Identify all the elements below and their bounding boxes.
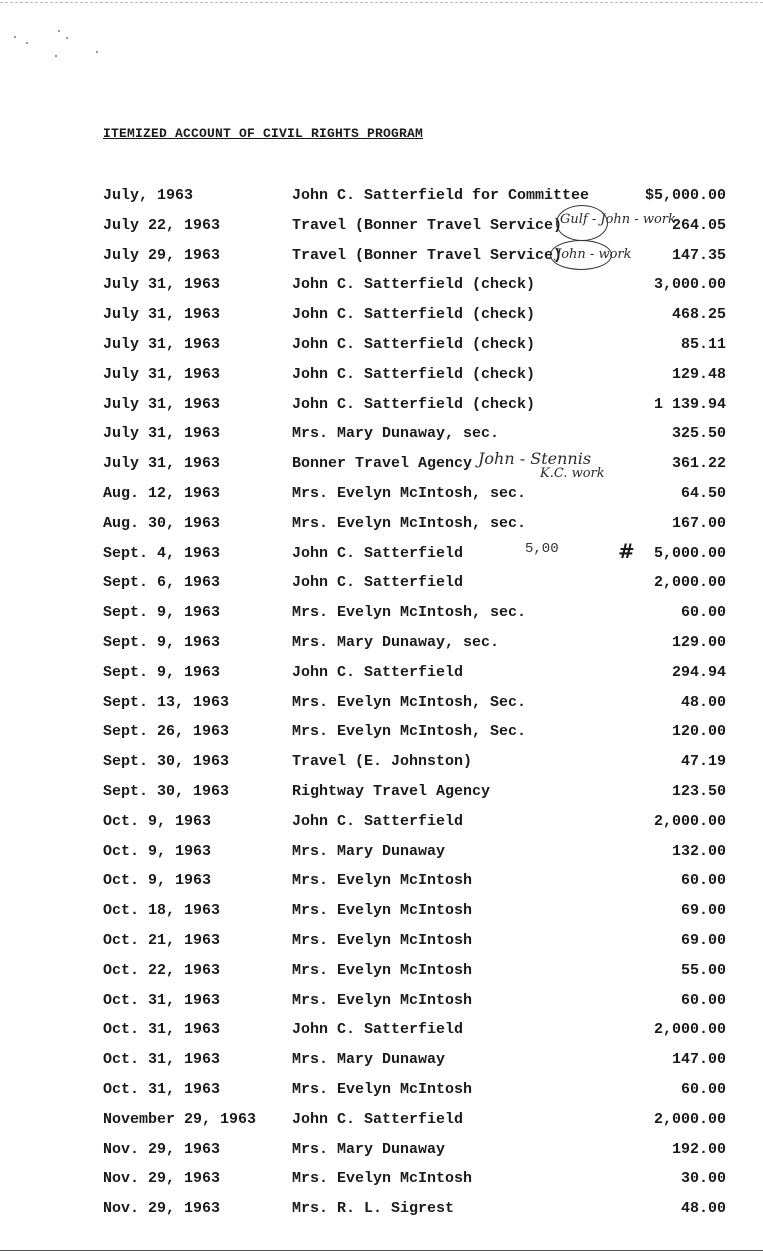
entry-description: John C. Satterfield (check) — [292, 395, 536, 413]
ledger-row — [0, 360, 763, 390]
ledger-row — [0, 777, 763, 807]
entry-amount: 167.00 — [671, 514, 726, 532]
entry-date: Sept. 26, 1963 — [103, 723, 230, 741]
entry-description: Mrs. R. L. Sigrest — [292, 1200, 455, 1218]
entry-description: John C. Satterfield (check) — [292, 335, 536, 353]
entry-amount: 129.48 — [671, 365, 726, 383]
entry-date: July, 1963 — [103, 187, 194, 204]
ledger-row — [0, 956, 763, 986]
ledger-row — [0, 419, 763, 449]
entry-date: Oct. 18, 1963 — [103, 902, 221, 920]
scan-speck — [96, 51, 98, 53]
entry-amount: 85.11 — [680, 335, 726, 353]
entry-description: Mrs. Evelyn McIntosh — [292, 931, 473, 949]
ledger-row — [0, 479, 763, 509]
entry-date: Aug. 12, 1963 — [103, 484, 221, 502]
ledger-row — [0, 1164, 763, 1194]
entry-amount: 264.05 — [671, 216, 726, 234]
entry-description: Mrs. Mary Dunaway — [292, 1051, 446, 1069]
entry-description: Mrs. Evelyn McIntosh — [292, 961, 473, 979]
entry-date: Sept. 9, 1963 — [103, 663, 221, 681]
entry-date: Oct. 31, 1963 — [103, 1080, 221, 1098]
entry-description: John C. Satterfield — [292, 1021, 464, 1039]
page-bottom-edge — [0, 1250, 763, 1251]
ledger-row — [0, 747, 763, 777]
document-title: ITEMIZED ACCOUNT OF CIVIL RIGHTS PROGRAM — [103, 126, 424, 141]
entry-description: John C. Satterfield — [292, 574, 464, 592]
handwritten-loop — [556, 205, 608, 241]
handwritten-loop — [550, 240, 612, 270]
entry-amount: 64.50 — [680, 484, 726, 502]
ledger-row — [0, 181, 763, 211]
entry-description: John C. Satterfield — [292, 812, 464, 830]
entry-description: Mrs. Evelyn McIntosh — [292, 991, 473, 1009]
entry-amount: 60.00 — [680, 872, 726, 890]
entry-amount: 468.25 — [671, 306, 726, 324]
ledger-row — [0, 390, 763, 420]
entry-date: Sept. 9, 1963 — [103, 604, 221, 622]
ledger-row — [0, 807, 763, 837]
entry-date: Oct. 9, 1963 — [103, 872, 212, 890]
entry-amount: 192.00 — [671, 1140, 726, 1158]
entry-date: Aug. 30, 1963 — [103, 514, 221, 532]
check-mark: # — [618, 539, 635, 563]
ledger-row — [0, 896, 763, 926]
entry-amount: 2,000.00 — [653, 1110, 726, 1128]
margin-note: 5,00 — [525, 541, 559, 557]
ledger-row — [0, 628, 763, 658]
entry-amount: 2,000.00 — [653, 812, 726, 830]
entry-date: Oct. 31, 1963 — [103, 1021, 221, 1039]
entry-date: July 29, 1963 — [103, 246, 221, 264]
entry-description: Mrs. Evelyn McIntosh — [292, 872, 473, 890]
entry-amount: 361.22 — [671, 455, 726, 473]
entry-date: July 31, 1963 — [103, 306, 221, 324]
entry-amount: 5,000.00 — [653, 544, 726, 562]
entry-amount: $5,000.00 — [644, 187, 726, 204]
entry-description: Mrs. Evelyn McIntosh, Sec. — [292, 723, 527, 741]
entry-date: July 31, 1963 — [103, 335, 221, 353]
entry-amount: 123.50 — [671, 782, 726, 800]
entry-description: John C. Satterfield — [292, 1110, 464, 1128]
ledger-row — [0, 866, 763, 896]
handwritten-note: Gulf - John - work — [560, 212, 676, 227]
entry-description: Mrs. Mary Dunaway, sec. — [292, 633, 500, 651]
entry-description: Mrs. Evelyn McIntosh — [292, 1080, 473, 1098]
scan-speck — [66, 37, 68, 39]
entry-date: Oct. 31, 1963 — [103, 991, 221, 1009]
scan-speck — [14, 36, 16, 38]
entry-amount: 55.00 — [680, 961, 726, 979]
scan-speck — [58, 30, 60, 32]
ledger-row — [0, 241, 763, 271]
entry-amount: 69.00 — [680, 902, 726, 920]
handwritten-note: John - Stennis — [478, 449, 592, 468]
ledger-row — [0, 449, 763, 479]
entry-date: Nov. 29, 1963 — [103, 1170, 221, 1188]
ledger-row — [0, 1015, 763, 1045]
entry-date: July 31, 1963 — [103, 395, 221, 413]
ledger-row — [0, 1075, 763, 1105]
entry-amount: 325.50 — [671, 425, 726, 443]
ledger-row — [0, 1105, 763, 1135]
ledger-row — [0, 300, 763, 330]
entry-date: Oct. 9, 1963 — [103, 842, 212, 860]
entry-date: July 22, 1963 — [103, 216, 221, 234]
entry-date: July 31, 1963 — [103, 276, 221, 294]
entry-amount: 147.00 — [671, 1051, 726, 1069]
ledger-row — [0, 1135, 763, 1165]
ledger-row — [0, 837, 763, 867]
entry-description: John C. Satterfield (check) — [292, 306, 536, 324]
entry-date: Oct. 31, 1963 — [103, 1051, 221, 1069]
ledger-row — [0, 270, 763, 300]
entry-date: Sept. 30, 1963 — [103, 753, 230, 771]
entry-amount: 30.00 — [680, 1170, 726, 1188]
entry-description: Travel (Bonner Travel Service) — [292, 216, 563, 234]
entry-description: Mrs. Evelyn McIntosh, sec. — [292, 514, 527, 532]
ledger-row — [0, 1045, 763, 1075]
entry-description: Mrs. Evelyn McIntosh, sec. — [292, 484, 527, 502]
ledger-table — [0, 181, 763, 1224]
ledger-row — [0, 330, 763, 360]
entry-date: Sept. 13, 1963 — [103, 693, 230, 711]
entry-amount: 294.94 — [671, 663, 726, 681]
handwritten-note: John - work — [556, 247, 632, 262]
entry-date: July 31, 1963 — [103, 425, 221, 443]
entry-date: Sept. 9, 1963 — [103, 633, 221, 651]
entry-amount: 147.35 — [671, 246, 726, 264]
ledger-row — [0, 568, 763, 598]
entry-date: July 31, 1963 — [103, 365, 221, 383]
ledger-row — [0, 598, 763, 628]
entry-amount: 60.00 — [680, 604, 726, 622]
entry-description: Mrs. Evelyn McIntosh, sec. — [292, 604, 527, 622]
entry-amount: 69.00 — [680, 931, 726, 949]
entry-amount: 120.00 — [671, 723, 726, 741]
entry-description: John C. Satterfield (check) — [292, 365, 536, 383]
entry-description: Mrs. Evelyn McIntosh — [292, 1170, 473, 1188]
entry-description: Mrs. Mary Dunaway — [292, 842, 446, 860]
entry-date: Sept. 30, 1963 — [103, 782, 230, 800]
entry-date: Oct. 22, 1963 — [103, 961, 221, 979]
page-top-edge — [0, 2, 763, 3]
entry-description: John C. Satterfield for Committee — [292, 187, 590, 204]
ledger-row — [0, 717, 763, 747]
entry-date: Oct. 21, 1963 — [103, 931, 221, 949]
entry-amount: 1 139.94 — [653, 395, 726, 413]
entry-amount: 2,000.00 — [653, 1021, 726, 1039]
entry-description: Travel (Bonner Travel Service) — [292, 246, 563, 264]
entry-amount: 60.00 — [680, 1080, 726, 1098]
entry-amount: 3,000.00 — [653, 276, 726, 294]
entry-description: Rightway Travel Agency — [292, 782, 491, 800]
ledger-row — [0, 509, 763, 539]
entry-description: Mrs. Mary Dunaway, sec. — [292, 425, 500, 443]
ledger-row — [0, 658, 763, 688]
entry-date: Oct. 9, 1963 — [103, 812, 212, 830]
ledger-row — [0, 926, 763, 956]
scan-speck — [55, 55, 57, 57]
entry-amount: 129.00 — [671, 633, 726, 651]
ledger-row — [0, 1194, 763, 1224]
entry-description: Mrs. Evelyn McIntosh, Sec. — [292, 693, 527, 711]
entry-date: Sept. 4, 1963 — [103, 544, 221, 562]
entry-date: Nov. 29, 1963 — [103, 1200, 221, 1218]
entry-date: November 29, 1963 — [103, 1110, 257, 1128]
entry-date: Sept. 6, 1963 — [103, 574, 221, 592]
ledger-row — [0, 539, 763, 569]
entry-amount: 47.19 — [680, 753, 726, 771]
entry-amount: 2,000.00 — [653, 574, 726, 592]
scan-speck — [26, 42, 28, 44]
entry-description: Mrs. Mary Dunaway — [292, 1140, 446, 1158]
ledger-row — [0, 986, 763, 1016]
entry-description: Mrs. Evelyn McIntosh — [292, 902, 473, 920]
ledger-row — [0, 688, 763, 718]
entry-description: Bonner Travel Agency — [292, 455, 473, 473]
entry-description: John C. Satterfield — [292, 663, 464, 681]
entry-description: Travel (E. Johnston) — [292, 753, 473, 771]
entry-amount: 60.00 — [680, 991, 726, 1009]
entry-amount: 48.00 — [680, 1200, 726, 1218]
entry-date: Nov. 29, 1963 — [103, 1140, 221, 1158]
entry-description: John C. Satterfield — [292, 544, 464, 562]
entry-date: July 31, 1963 — [103, 455, 221, 473]
entry-description: John C. Satterfield (check) — [292, 276, 536, 294]
entry-amount: 48.00 — [680, 693, 726, 711]
handwritten-note: K.C. work — [540, 466, 605, 481]
entry-amount: 132.00 — [671, 842, 726, 860]
